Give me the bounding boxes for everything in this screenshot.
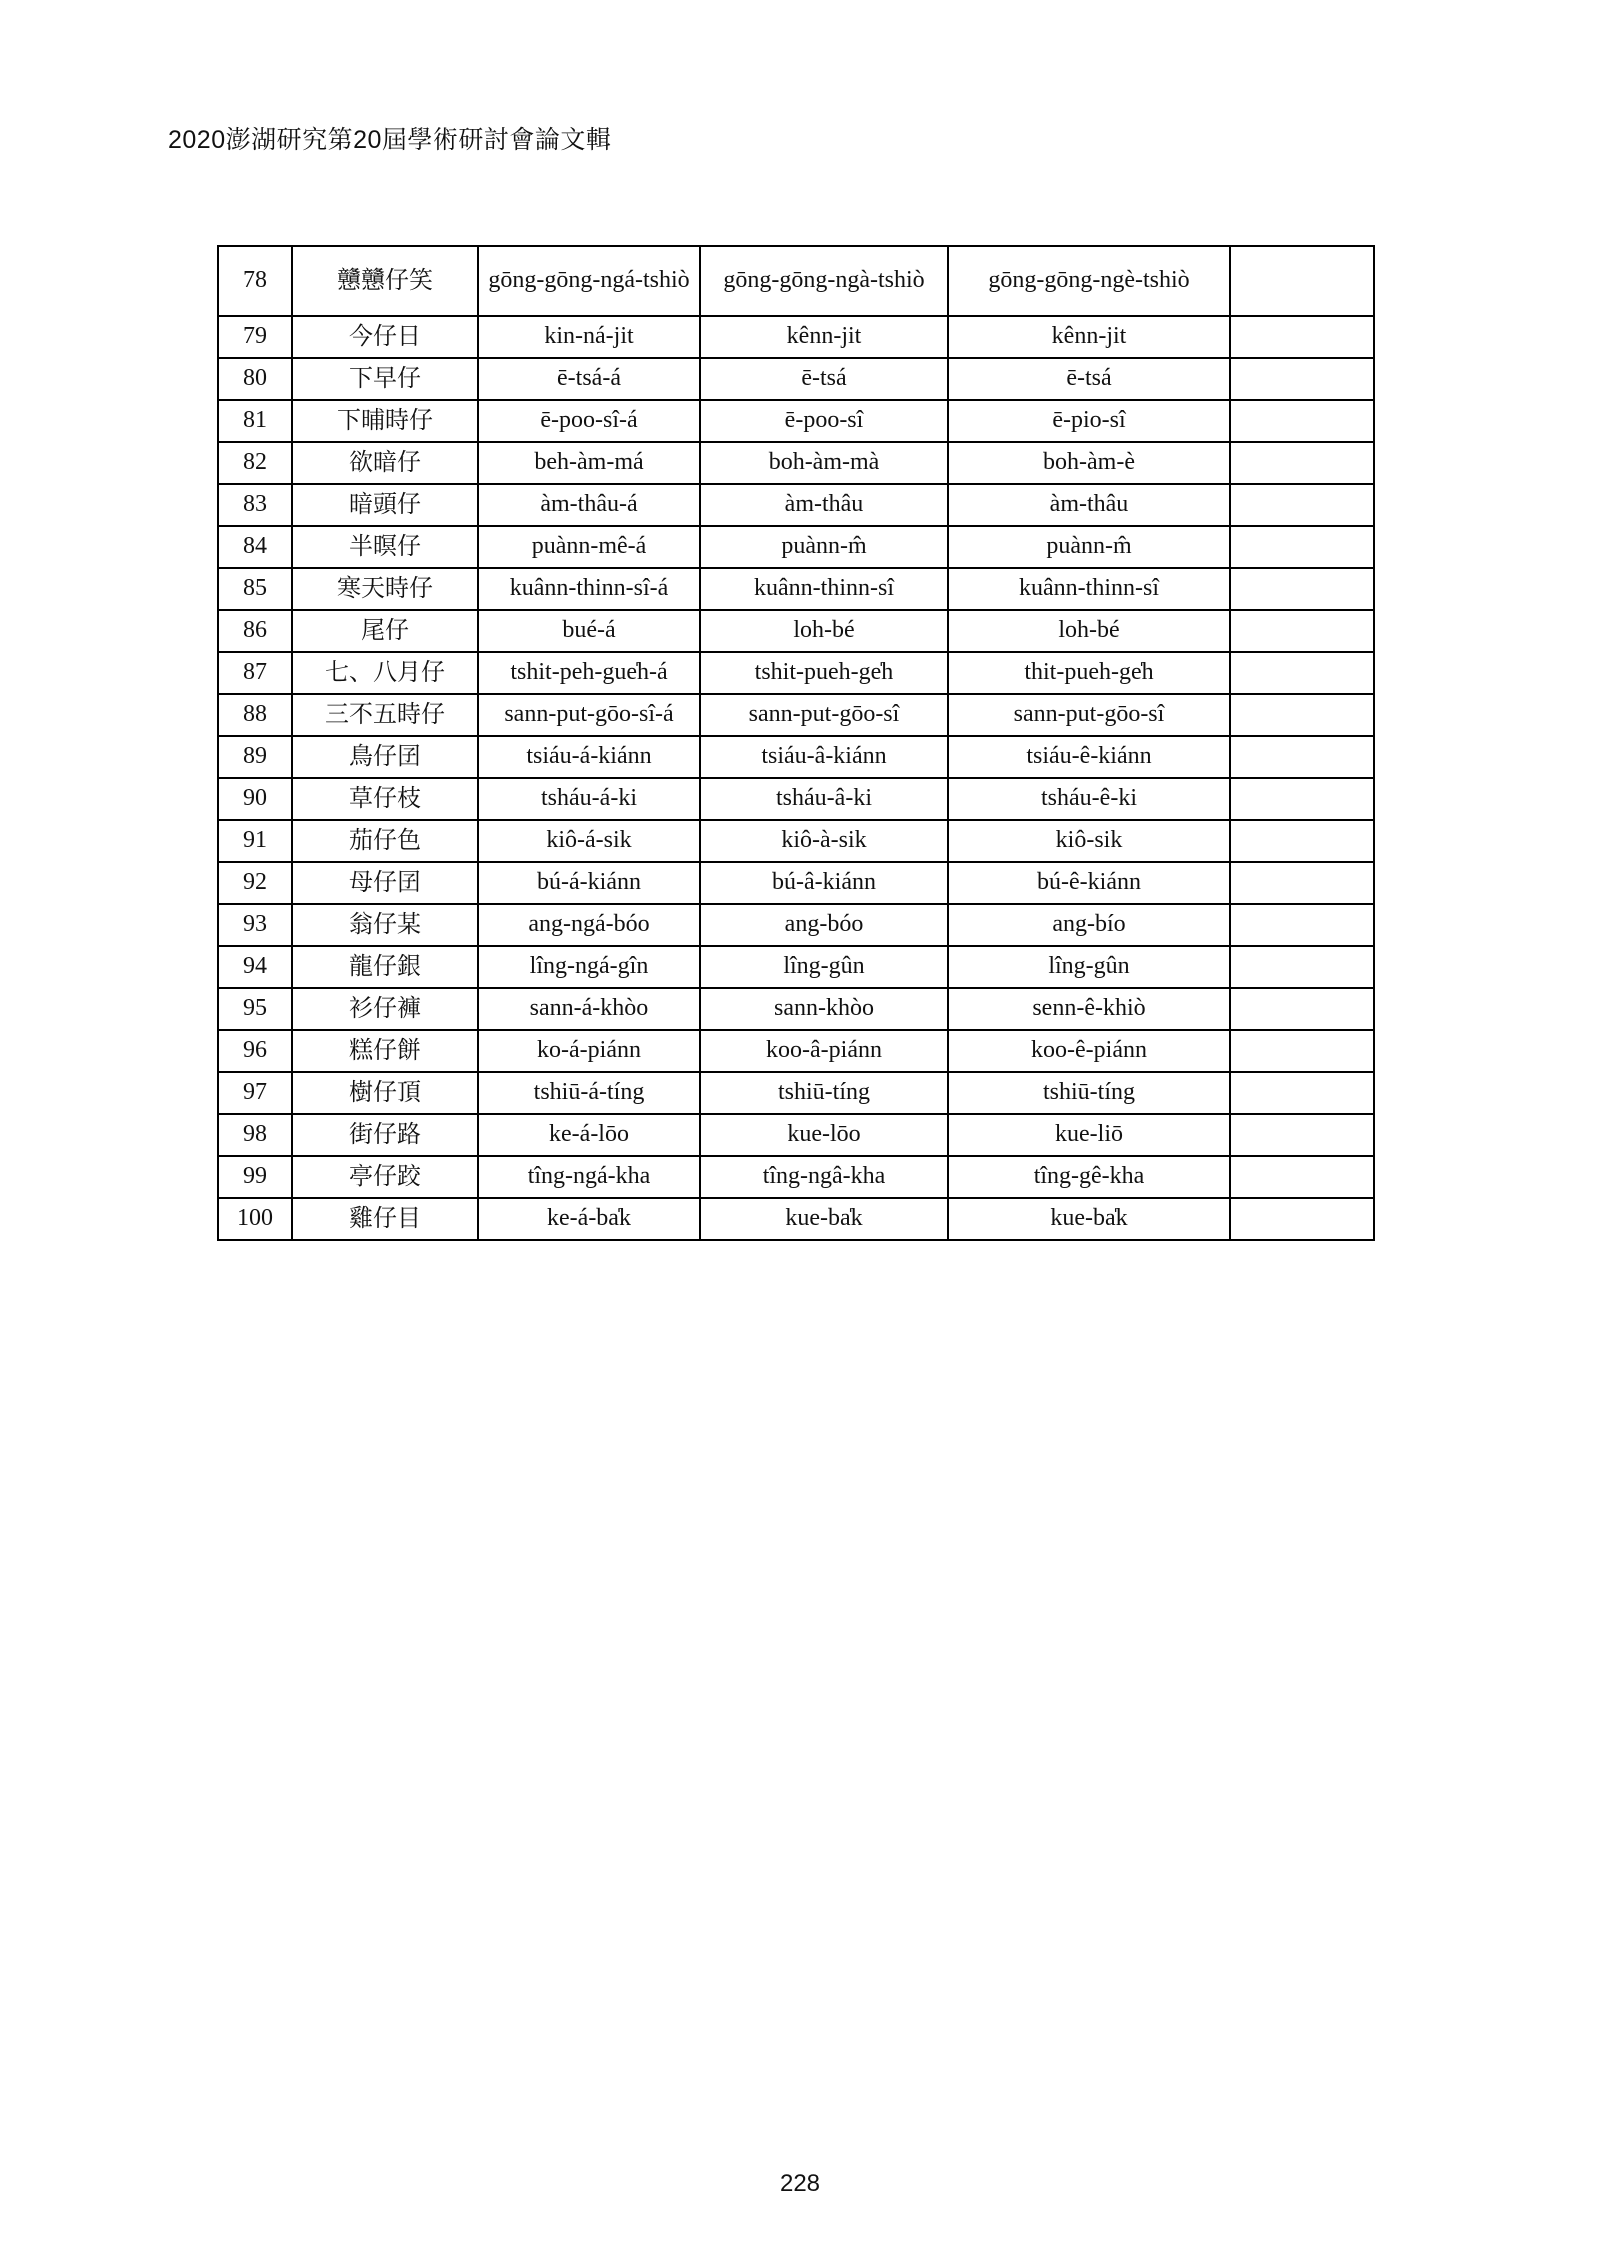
pronunciation-b-cell: kuânn-thinn-sî bbox=[700, 568, 948, 610]
row-number-cell: 86 bbox=[218, 610, 292, 652]
row-number-cell: 87 bbox=[218, 652, 292, 694]
pronunciation-c-cell: kuânn-thinn-sî bbox=[948, 568, 1230, 610]
pronunciation-c-cell: koo-ê-piánn bbox=[948, 1030, 1230, 1072]
empty-cell bbox=[1230, 568, 1374, 610]
pronunciation-b-cell: kênn-jit bbox=[700, 316, 948, 358]
table-row bbox=[218, 400, 1374, 442]
pronunciation-c-cell: ē-pio-sî bbox=[948, 400, 1230, 442]
empty-cell bbox=[1230, 484, 1374, 526]
pronunciation-a-cell: kuânn-thinn-sî-á bbox=[478, 568, 700, 610]
table-row bbox=[218, 946, 1374, 988]
pronunciation-b-cell: loh-bé bbox=[700, 610, 948, 652]
row-number-cell: 96 bbox=[218, 1030, 292, 1072]
pronunciation-c-cell: lîng-gûn bbox=[948, 946, 1230, 988]
word-cell: 暗頭仔 bbox=[292, 484, 478, 526]
word-cell: 糕仔餅 bbox=[292, 1030, 478, 1072]
empty-cell bbox=[1230, 820, 1374, 862]
word-cell: 龍仔銀 bbox=[292, 946, 478, 988]
pronunciation-a-cell: sann-á-khòo bbox=[478, 988, 700, 1030]
pronunciation-a-cell: kiô-á-sik bbox=[478, 820, 700, 862]
empty-cell bbox=[1230, 316, 1374, 358]
table-row bbox=[218, 778, 1374, 820]
table-row bbox=[218, 484, 1374, 526]
pronunciation-c-cell: puànn-m̂ bbox=[948, 526, 1230, 568]
pronunciation-b-cell: ē-poo-sî bbox=[700, 400, 948, 442]
word-cell: 半暝仔 bbox=[292, 526, 478, 568]
pronunciation-a-cell: ke-á-ba̍k bbox=[478, 1198, 700, 1240]
empty-cell bbox=[1230, 652, 1374, 694]
empty-cell bbox=[1230, 1114, 1374, 1156]
word-cell: 寒天時仔 bbox=[292, 568, 478, 610]
table-row bbox=[218, 652, 1374, 694]
pronunciation-a-cell: sann-put-gōo-sî-á bbox=[478, 694, 700, 736]
pronunciation-b-cell: boh-àm-mà bbox=[700, 442, 948, 484]
row-number-cell: 95 bbox=[218, 988, 292, 1030]
word-cell: 欲暗仔 bbox=[292, 442, 478, 484]
pronunciation-c-cell: senn-ê-khiò bbox=[948, 988, 1230, 1030]
empty-cell bbox=[1230, 946, 1374, 988]
row-number-cell: 79 bbox=[218, 316, 292, 358]
word-cell: 街仔路 bbox=[292, 1114, 478, 1156]
pronunciation-a-cell: gōng-gōng-ngá-tshiò bbox=[478, 246, 700, 316]
row-number-cell: 88 bbox=[218, 694, 292, 736]
pronunciation-a-cell: àm-thâu-á bbox=[478, 484, 700, 526]
empty-cell bbox=[1230, 694, 1374, 736]
empty-cell bbox=[1230, 736, 1374, 778]
empty-cell bbox=[1230, 1072, 1374, 1114]
word-cell: 下早仔 bbox=[292, 358, 478, 400]
row-number-cell: 89 bbox=[218, 736, 292, 778]
pronunciation-b-cell: ang-bóo bbox=[700, 904, 948, 946]
empty-cell bbox=[1230, 246, 1374, 316]
table-row bbox=[218, 568, 1374, 610]
table-row bbox=[218, 526, 1374, 568]
empty-cell bbox=[1230, 1030, 1374, 1072]
empty-cell bbox=[1230, 862, 1374, 904]
pronunciation-b-cell: kue-ba̍k bbox=[700, 1198, 948, 1240]
row-number-cell: 84 bbox=[218, 526, 292, 568]
empty-cell bbox=[1230, 526, 1374, 568]
table-row bbox=[218, 610, 1374, 652]
pronunciation-b-cell: koo-â-piánn bbox=[700, 1030, 948, 1072]
row-number-cell: 81 bbox=[218, 400, 292, 442]
pronunciation-c-cell: kue-liō bbox=[948, 1114, 1230, 1156]
pronunciation-b-cell: sann-khòo bbox=[700, 988, 948, 1030]
pronunciation-a-cell: ang-ngá-bóo bbox=[478, 904, 700, 946]
pronunciation-a-cell: tshiū-á-tíng bbox=[478, 1072, 700, 1114]
pronunciation-c-cell: kênn-jit bbox=[948, 316, 1230, 358]
pronunciation-a-cell: ke-á-lōo bbox=[478, 1114, 700, 1156]
pronunciation-a-cell: bú-á-kiánn bbox=[478, 862, 700, 904]
row-number-cell: 92 bbox=[218, 862, 292, 904]
word-cell: 下晡時仔 bbox=[292, 400, 478, 442]
row-number-cell: 82 bbox=[218, 442, 292, 484]
row-number-cell: 93 bbox=[218, 904, 292, 946]
pronunciation-c-cell: ē-tsá bbox=[948, 358, 1230, 400]
pronunciation-a-cell: ē-tsá-á bbox=[478, 358, 700, 400]
word-cell: 七、八月仔 bbox=[292, 652, 478, 694]
pronunciation-c-cell: gōng-gōng-ngè-tshiò bbox=[948, 246, 1230, 316]
table-row bbox=[218, 1156, 1374, 1198]
empty-cell bbox=[1230, 358, 1374, 400]
pronunciation-b-cell: lîng-gûn bbox=[700, 946, 948, 988]
pronunciation-b-cell: gōng-gōng-ngà-tshiò bbox=[700, 246, 948, 316]
pronunciation-b-cell: tîng-ngâ-kha bbox=[700, 1156, 948, 1198]
pronunciation-c-cell: tsháu-ê-ki bbox=[948, 778, 1230, 820]
pronunciation-b-cell: kue-lōo bbox=[700, 1114, 948, 1156]
empty-cell bbox=[1230, 400, 1374, 442]
table-row bbox=[218, 316, 1374, 358]
word-cell: 翁仔某 bbox=[292, 904, 478, 946]
pronunciation-a-cell: tshit-peh-gue̍h-á bbox=[478, 652, 700, 694]
page-number: 228 bbox=[779, 2170, 821, 2197]
pronunciation-c-cell: tshiū-tíng bbox=[948, 1072, 1230, 1114]
word-cell: 亭仔跤 bbox=[292, 1156, 478, 1198]
pronunciation-c-cell: sann-put-gōo-sî bbox=[948, 694, 1230, 736]
row-number-cell: 90 bbox=[218, 778, 292, 820]
pronunciation-a-cell: ko-á-piánn bbox=[478, 1030, 700, 1072]
row-number-cell: 80 bbox=[218, 358, 292, 400]
table-row bbox=[218, 694, 1374, 736]
pronunciation-c-cell: kue-ba̍k bbox=[948, 1198, 1230, 1240]
table-row bbox=[218, 1114, 1374, 1156]
pronunciation-b-cell: bú-â-kiánn bbox=[700, 862, 948, 904]
word-cell: 三不五時仔 bbox=[292, 694, 478, 736]
word-cell: 母仔囝 bbox=[292, 862, 478, 904]
word-cell: 衫仔褲 bbox=[292, 988, 478, 1030]
pronunciation-b-cell: tshiū-tíng bbox=[700, 1072, 948, 1114]
table-row bbox=[218, 1030, 1374, 1072]
pronunciation-a-cell: ē-poo-sî-á bbox=[478, 400, 700, 442]
pronunciation-table bbox=[217, 245, 1375, 1241]
pronunciation-a-cell: tsiáu-á-kiánn bbox=[478, 736, 700, 778]
pronunciation-b-cell: ē-tsá bbox=[700, 358, 948, 400]
pronunciation-c-cell: loh-bé bbox=[948, 610, 1230, 652]
word-cell: 樹仔頂 bbox=[292, 1072, 478, 1114]
table-row bbox=[218, 988, 1374, 1030]
row-number-cell: 78 bbox=[218, 246, 292, 316]
row-number-cell: 91 bbox=[218, 820, 292, 862]
empty-cell bbox=[1230, 1156, 1374, 1198]
pronunciation-c-cell: thit-pueh-ge̍h bbox=[948, 652, 1230, 694]
word-cell: 雞仔目 bbox=[292, 1198, 478, 1240]
word-cell: 尾仔 bbox=[292, 610, 478, 652]
table-row bbox=[218, 862, 1374, 904]
pronunciation-a-cell: tîng-ngá-kha bbox=[478, 1156, 700, 1198]
empty-cell bbox=[1230, 778, 1374, 820]
pronunciation-b-cell: tshit-pueh-ge̍h bbox=[700, 652, 948, 694]
page-header-title: 2020澎湖研究第20屆學術研討會論文輯 bbox=[168, 126, 612, 154]
pronunciation-a-cell: puànn-mê-á bbox=[478, 526, 700, 568]
row-number-cell: 97 bbox=[218, 1072, 292, 1114]
table-row bbox=[218, 736, 1374, 778]
table-row bbox=[218, 246, 1374, 316]
table-row bbox=[218, 358, 1374, 400]
row-number-cell: 83 bbox=[218, 484, 292, 526]
table-body bbox=[218, 246, 1374, 1240]
table-row bbox=[218, 1072, 1374, 1114]
table-row bbox=[218, 442, 1374, 484]
word-cell: 戇戇仔笑 bbox=[292, 246, 478, 316]
word-cell: 今仔日 bbox=[292, 316, 478, 358]
empty-cell bbox=[1230, 610, 1374, 652]
row-number-cell: 98 bbox=[218, 1114, 292, 1156]
empty-cell bbox=[1230, 988, 1374, 1030]
empty-cell bbox=[1230, 1198, 1374, 1240]
word-cell: 鳥仔囝 bbox=[292, 736, 478, 778]
table-row bbox=[218, 904, 1374, 946]
pronunciation-c-cell: bú-ê-kiánn bbox=[948, 862, 1230, 904]
pronunciation-a-cell: bué-á bbox=[478, 610, 700, 652]
pronunciation-b-cell: àm-thâu bbox=[700, 484, 948, 526]
empty-cell bbox=[1230, 904, 1374, 946]
pronunciation-b-cell: tsháu-â-ki bbox=[700, 778, 948, 820]
table-row bbox=[218, 1198, 1374, 1240]
table-row bbox=[218, 820, 1374, 862]
word-cell: 草仔枝 bbox=[292, 778, 478, 820]
row-number-cell: 85 bbox=[218, 568, 292, 610]
pronunciation-a-cell: beh-àm-má bbox=[478, 442, 700, 484]
pronunciation-c-cell: tîng-gê-kha bbox=[948, 1156, 1230, 1198]
row-number-cell: 94 bbox=[218, 946, 292, 988]
pronunciation-c-cell: ang-bío bbox=[948, 904, 1230, 946]
empty-cell bbox=[1230, 442, 1374, 484]
pronunciation-b-cell: sann-put-gōo-sî bbox=[700, 694, 948, 736]
row-number-cell: 99 bbox=[218, 1156, 292, 1198]
pronunciation-a-cell: tsháu-á-ki bbox=[478, 778, 700, 820]
row-number-cell: 100 bbox=[218, 1198, 292, 1240]
pronunciation-c-cell: kiô-sik bbox=[948, 820, 1230, 862]
word-cell: 茄仔色 bbox=[292, 820, 478, 862]
pronunciation-b-cell: puànn-m̂ bbox=[700, 526, 948, 568]
pronunciation-c-cell: tsiáu-ê-kiánn bbox=[948, 736, 1230, 778]
pronunciation-a-cell: lîng-ngá-gîn bbox=[478, 946, 700, 988]
pronunciation-b-cell: kiô-à-sik bbox=[700, 820, 948, 862]
pronunciation-c-cell: àm-thâu bbox=[948, 484, 1230, 526]
pronunciation-b-cell: tsiáu-â-kiánn bbox=[700, 736, 948, 778]
pronunciation-c-cell: boh-àm-è bbox=[948, 442, 1230, 484]
pronunciation-a-cell: kin-ná-jit bbox=[478, 316, 700, 358]
